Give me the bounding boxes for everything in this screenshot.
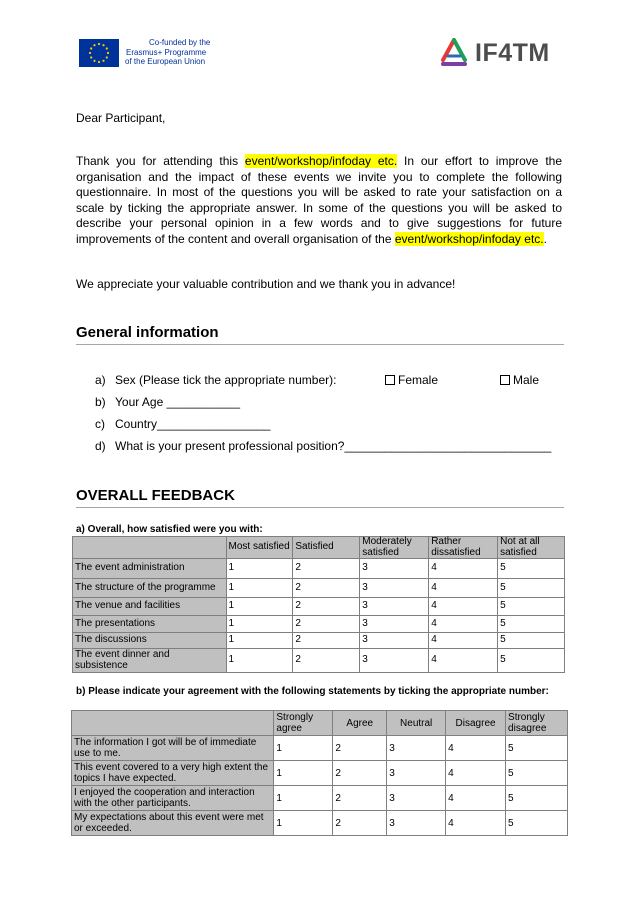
rating-cell[interactable]: 4 [429,616,498,633]
table-header-cell: Not at all satisfied [498,537,565,559]
table-row [72,786,568,811]
row-label: The event administration [73,559,227,579]
question-sex: Sex (Please tick the appropriate number): [115,373,337,387]
table-row [72,761,568,786]
table-header-cell: Most satisfied [226,537,293,559]
rating-cell[interactable]: 3 [360,559,429,579]
eu-flag-icon [79,39,119,67]
rating-cell[interactable]: 4 [446,761,506,786]
rating-cell[interactable]: 5 [506,786,568,811]
rating-cell[interactable]: 1 [274,761,333,786]
table-header-row [73,537,565,559]
rating-cell[interactable]: 4 [429,559,498,579]
rating-cell[interactable]: 2 [293,649,360,673]
table-header-cell: Agree [333,711,387,736]
statement-label: I enjoyed the cooperation and interaction with the other participants. [72,786,274,811]
general-info-heading: General information [76,324,564,345]
question-a-title: a) Overall, how satisfied were you with: [76,524,263,535]
rating-cell[interactable]: 1 [226,598,293,616]
overall-feedback-heading: OVERALL FEEDBACK [76,487,564,508]
question-country[interactable]: Country_________________ [115,417,271,431]
rating-cell[interactable]: 4 [446,786,506,811]
rating-cell[interactable]: 3 [387,736,446,761]
rating-cell[interactable]: 4 [429,633,498,649]
eu-text-line1: Co-funded by the [149,38,211,47]
rating-cell[interactable]: 4 [429,579,498,598]
female-option[interactable] [385,373,438,387]
rating-cell[interactable]: 1 [274,811,333,836]
statement-label: This event covered to a very high extent the topics I have expected. [72,761,274,786]
intro-text-3: . [543,231,547,246]
rating-cell[interactable]: 5 [498,649,565,673]
table-header-cell: Strongly disagree [506,711,568,736]
rating-cell[interactable]: 5 [506,761,568,786]
rating-cell[interactable]: 3 [360,649,429,673]
highlight-event-2: event/workshop/infoday etc. [394,231,544,246]
table-row [73,649,565,673]
rating-cell[interactable]: 4 [429,598,498,616]
question-c-marker: c) [95,417,105,431]
rating-cell[interactable]: 5 [506,811,568,836]
rating-cell[interactable]: 1 [226,616,293,633]
rating-cell[interactable]: 2 [293,616,360,633]
table-header-cell [72,711,274,736]
question-b-title: b) Please indicate your agreement with the following statements by ticking the appropriate number: [76,686,549,697]
female-label: Female [398,373,439,387]
table-header-row [72,711,568,736]
intro-text-1: Thank you for attending this [76,154,239,168]
rating-cell[interactable]: 4 [446,736,506,761]
rating-cell[interactable]: 2 [293,633,360,649]
rating-cell[interactable]: 2 [293,579,360,598]
table-row [73,598,565,616]
rating-cell[interactable]: 3 [387,811,446,836]
rating-cell[interactable]: 5 [506,736,568,761]
rating-cell[interactable]: 3 [360,616,429,633]
table-header-cell: Rather dissatisfied [429,537,498,559]
question-a-marker: a) [95,373,106,387]
rating-cell[interactable]: 4 [429,649,498,673]
row-label: The event dinner and subsistence [73,649,227,673]
female-checkbox[interactable] [385,375,395,385]
rating-cell[interactable]: 5 [498,559,565,579]
row-label: The discussions [73,633,227,649]
rating-cell[interactable]: 4 [446,811,506,836]
eu-logo [79,38,219,68]
rating-cell[interactable]: 1 [226,633,293,649]
intro-paragraph [76,154,562,248]
row-label: The structure of the programme [73,579,227,598]
rating-cell[interactable]: 2 [293,559,360,579]
question-age[interactable]: Your Age ___________ [115,395,241,409]
rating-cell[interactable]: 1 [226,559,293,579]
table-row [72,811,568,836]
intro-text-2: In our effort to improve the organisation and the impact of these events we invite you to complete the following questionnaire. In most of the questions you will be asked to rate your satisfaction on a scale by ticking the appropriate answer. In some of the questions you will be asked to describe your personal opinion in a few words and to give suggestions for future improvements of the content and overall organisation of the [76,154,562,246]
question-b-marker: b) [95,395,106,409]
rating-cell[interactable]: 2 [333,761,387,786]
male-option[interactable] [500,373,539,387]
male-label: Male [513,373,540,387]
table-header-cell: Neutral [387,711,446,736]
brand-name: IF4TM [475,39,550,67]
eu-text-line2: Erasmus+ Programme [126,47,207,57]
thanks-text: We appreciate your valuable contribution and we thank you in advance! [76,277,456,291]
rating-cell[interactable]: 5 [498,616,565,633]
rating-cell[interactable]: 5 [498,579,565,598]
agreement-table [71,710,568,836]
row-label: The presentations [73,616,227,633]
table-header-cell: Moderately satisfied [360,537,429,559]
eu-text-line3: of the European Union [125,57,206,66]
triangle-logo-icon [437,38,471,70]
question-position[interactable]: What is your present professional position?_______________________________ [115,439,552,453]
greeting: Dear Participant, [76,111,166,125]
rating-cell[interactable]: 1 [274,786,333,811]
table-header-cell [73,537,227,559]
table-row [72,736,568,761]
rating-cell[interactable]: 5 [498,598,565,616]
table-row [73,633,565,649]
male-checkbox[interactable] [500,375,510,385]
table-row [73,616,565,633]
statement-label: My expectations about this event were met or exceeded. [72,811,274,836]
rating-cell[interactable]: 2 [333,736,387,761]
table-header-cell: Disagree [446,711,506,736]
rating-cell[interactable]: 3 [387,761,446,786]
table-row [73,579,565,598]
rating-cell[interactable]: 2 [293,598,360,616]
rating-cell[interactable]: 2 [333,786,387,811]
rating-cell[interactable]: 3 [387,786,446,811]
statement-label: The information I got will be of immediate use to me. [72,736,274,761]
rating-cell[interactable]: 1 [274,736,333,761]
rating-cell[interactable]: 3 [360,579,429,598]
rating-cell[interactable]: 5 [498,633,565,649]
rating-cell[interactable]: 1 [226,649,293,673]
if4tm-logo [437,38,567,72]
row-label: The venue and facilities [73,598,227,616]
rating-cell[interactable]: 3 [360,633,429,649]
table-header-cell: Strongly agree [274,711,333,736]
table-header-cell: Satisfied [293,537,360,559]
rating-cell[interactable]: 2 [333,811,387,836]
satisfaction-table [72,536,565,673]
rating-cell[interactable]: 3 [360,598,429,616]
highlight-event-1: event/workshop/infoday etc. [244,154,398,168]
rating-cell[interactable]: 1 [226,579,293,598]
question-d-marker: d) [95,439,106,453]
table-row [73,559,565,579]
